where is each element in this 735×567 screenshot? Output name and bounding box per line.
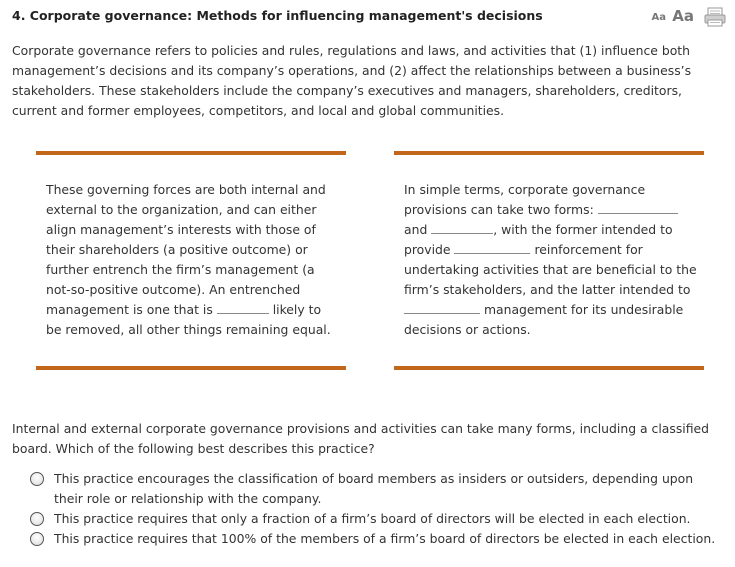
radio-option-1[interactable]: [30, 472, 44, 486]
question-title: 4. Corporate governance: Methods for influencing management's decisions: [12, 8, 543, 23]
first-form-blank[interactable]: [598, 202, 678, 214]
right-card-part-2: and: [404, 222, 428, 237]
question-header: [12, 6, 728, 28]
right-card-part-4: reinforcement for undertaking activities that are beneficial to the firm’s stakeholders, and the latter intended to: [404, 242, 697, 297]
classified-board-question: Internal and external corporate governance provisions and activities can take many forms, including a classified board. Which of the following best describes this practice?: [12, 421, 710, 456]
right-card-bottom-rule: [394, 366, 704, 370]
increase-font-button[interactable]: Aa: [672, 7, 694, 25]
right-card-top-rule: [394, 151, 704, 155]
radio-option-3[interactable]: [30, 532, 44, 546]
right-card-part-3: , with the former intended to provide: [404, 222, 673, 257]
right-card-part-5: management for its undesirable decisions or actions.: [404, 302, 684, 337]
decrease-font-button[interactable]: Aa: [651, 12, 666, 23]
latter-action-blank[interactable]: [404, 302, 480, 314]
option-3[interactable]: [30, 529, 720, 549]
left-card-text: [46, 180, 338, 340]
second-form-blank[interactable]: [431, 222, 493, 234]
entrenched-likelihood-blank[interactable]: [217, 302, 269, 314]
reinforcement-type-blank[interactable]: [454, 242, 530, 254]
answer-options: [30, 469, 720, 549]
option-1-label: This practice encourages the classification of board members as insiders or outsiders, depending upon their role or relationship with the company.: [54, 471, 694, 506]
option-3-label: This practice requires that 100% of the members of a firm’s board of directors be elected in each election.: [54, 531, 716, 546]
left-card-bottom-rule: [36, 366, 346, 370]
option-2[interactable]: [30, 509, 720, 529]
radio-option-2[interactable]: [30, 512, 44, 526]
intro-paragraph: Corporate governance refers to policies and rules, regulations and laws, and activities that (1) influence both management’s decisions and its company’s operations, and (2) affect the relationships between a business’s stakeholders. These stakeholders include the company’s executives and managers, shareholders, creditors, current and former employees, competitors, and local and global communities.: [12, 43, 692, 118]
print-icon[interactable]: [704, 7, 726, 27]
right-card-part-1: In simple terms, corporate governance provisions can take two forms:: [404, 182, 646, 217]
option-1[interactable]: [30, 469, 720, 509]
left-card-top-rule: [36, 151, 346, 155]
right-card-text: [404, 180, 700, 340]
option-2-label: This practice requires that only a fraction of a firm’s board of directors will be elected in each election.: [54, 511, 691, 526]
left-card-part-2: likely to be removed, all other things remaining equal.: [46, 302, 331, 337]
left-card-part-1: These governing forces are both internal and external to the organization, and can either align management’s interests with those of their shareholders (a positive outcome) or further entrench the firm’s management (a not-so-positive outcome). An entrenched management is one that is: [46, 182, 326, 317]
